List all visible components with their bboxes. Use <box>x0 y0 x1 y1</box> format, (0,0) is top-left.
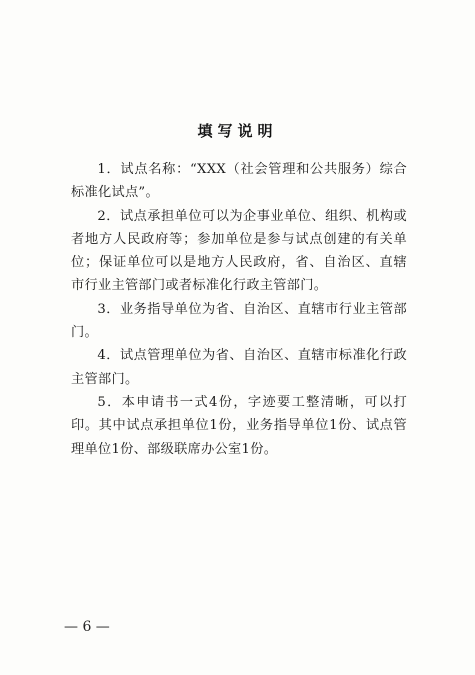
page-title: 填写说明 <box>197 122 278 140</box>
instructions-body <box>71 158 407 461</box>
instruction-item-2: 2．试点承担单位可以为企事业单位、组织、机构或者地方人民政府等；参加单位是参与试点创建的有关单位；保证单位可以是地方人民政府，省、自治区、直辖市行业主管部门或者标准化行政主管部门。 <box>71 208 407 294</box>
instruction-item-5: 5．本申请书一式4份，字迹要工整清晰，可以打印。其中试点承担单位1份，业务指导单位1份、试点管理单位1份、部级联席办公室1份。 <box>71 394 407 457</box>
instruction-item-4: 4．试点管理单位为省、自治区、直辖市标准化行政主管部门。 <box>71 348 407 387</box>
page-number: — 6 — <box>64 619 110 635</box>
instruction-item-1: 1．试点名称：“XXX（社会管理和公共服务）综合标准化试点”。 <box>71 162 407 201</box>
instruction-item-3: 3．业务指导单位为省、自治区、直辖市行业主管部门。 <box>71 301 407 341</box>
